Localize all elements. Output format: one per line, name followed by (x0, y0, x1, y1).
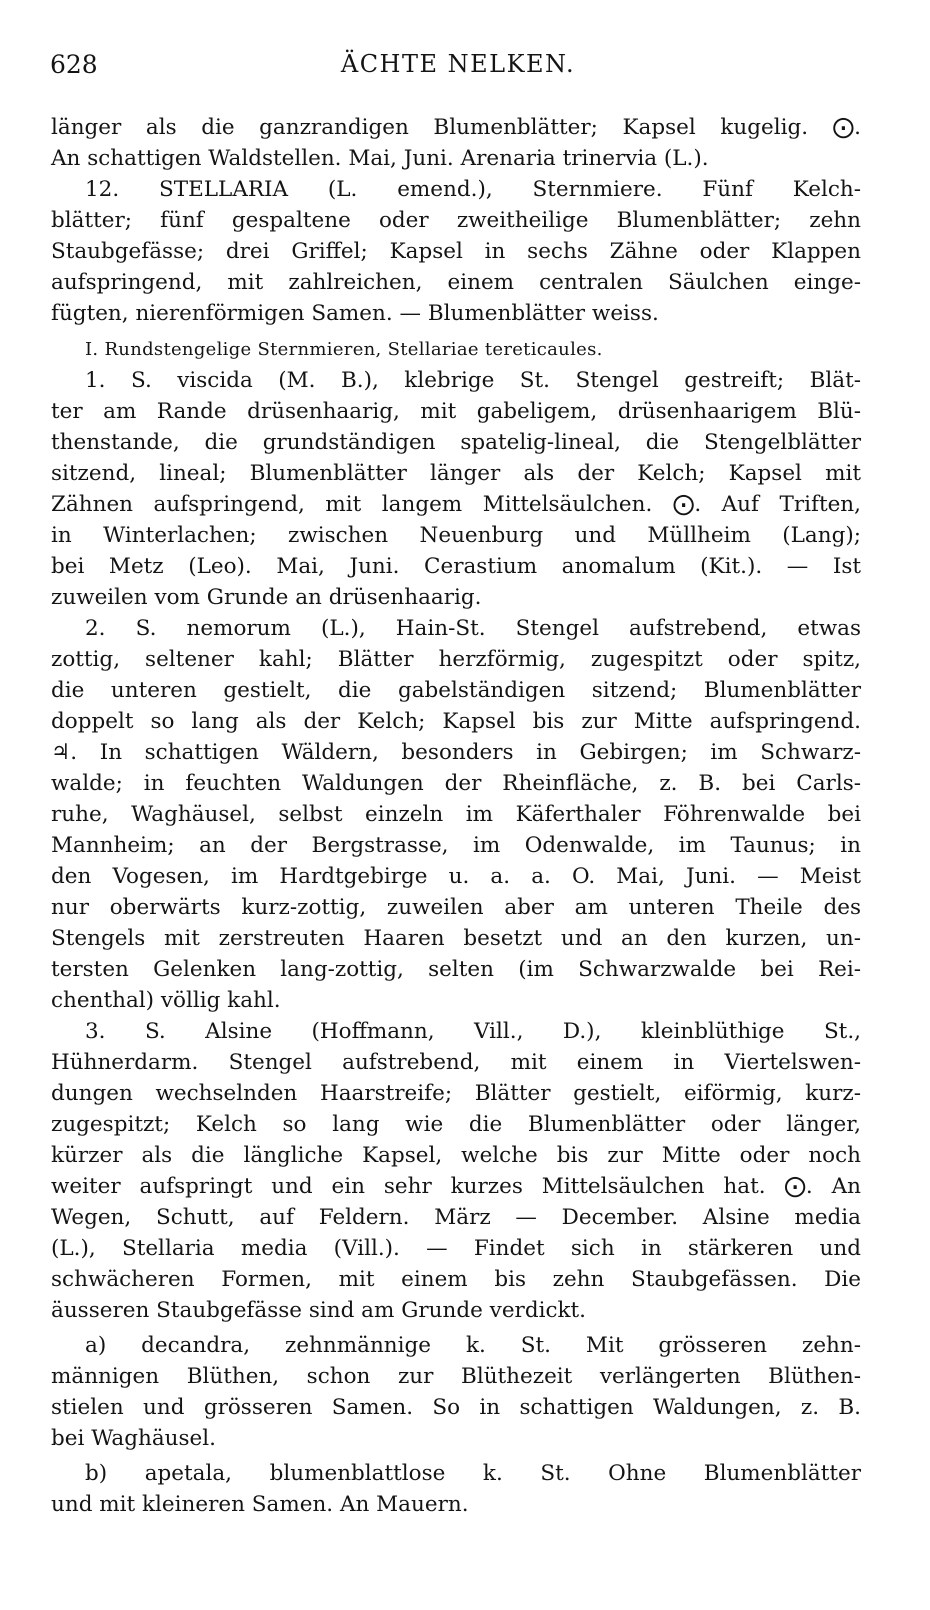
text-line: Zähnen aufspringend, mit langem Mittelsäulchen. ⨀. Auf Triften, (51, 492, 861, 517)
species-heading-line: 3. S. Alsine (Hoffmann, Vill., D.), kleinblüthige St., (85, 1019, 861, 1044)
text-line: den Vogesen, im Hardtgebirge u. a. a. O. Mai, Juni. — Meist (51, 864, 861, 889)
text-line: Mannheim; an der Bergstrasse, im Odenwalde, im Taunus; in (51, 833, 861, 858)
text-line: stielen und grösseren Samen. So in schattigen Waldungen, z. B. (51, 1395, 861, 1420)
text-line: dungen wechselnden Haarstreife; Blätter gestielt, eiförmig, kurz- (51, 1081, 861, 1106)
variety-heading-line: a) decandra, zehnmännige k. St. Mit grösseren zehn- (85, 1333, 861, 1358)
text-line: länger als die ganzrandigen Blumenblätter; Kapsel kugelig. ⨀. (51, 115, 861, 140)
text-line: bei Waghäusel. (51, 1426, 216, 1451)
text-line: Staubgefässe; drei Griffel; Kapsel in sechs Zähne oder Klappen (51, 239, 861, 264)
text-line: schwächeren Formen, mit einem bis zehn Staubgefässen. Die (51, 1267, 861, 1292)
text-line: ruhe, Waghäusel, selbst einzeln im Käferthaler Föhrenwalde bei (51, 802, 861, 827)
text-line: walde; in feuchten Waldungen der Rheinfläche, z. B. bei Carls- (51, 771, 861, 796)
text-line: sitzend, lineal; Blumenblätter länger als der Kelch; Kapsel mit (51, 461, 861, 486)
text-line: aufspringend, mit zahlreichen, einem centralen Säulchen einge- (51, 270, 861, 295)
text-line: An schattigen Waldstellen. Mai, Juni. Arenaria trinervia (L.). (51, 146, 709, 171)
text-line: doppelt so lang als der Kelch; Kapsel bis zur Mitte aufspringend. (51, 709, 861, 734)
running-title: ÄCHTE NELKEN. (340, 50, 576, 78)
text-line: ter am Rande drüsenhaarig, mit gabeligem, drüsenhaarigem Blü- (51, 399, 861, 424)
page-header (50, 50, 866, 86)
text-line: chenthal) völlig kahl. (51, 988, 281, 1013)
genus-heading-line: 12. STELLARIA (L. emend.), Sternmiere. Fünf Kelch- (85, 177, 861, 202)
text-line: die unteren gestielt, die gabelständigen sitzend; Blumenblätter (51, 678, 861, 703)
text-line: weiter aufspringt und ein sehr kurzes Mittelsäulchen hat. ⨀. An (51, 1174, 861, 1199)
text-line: ♃. In schattigen Wäldern, besonders in Gebirgen; im Schwarz- (51, 740, 861, 765)
text-line: zottig, seltener kahl; Blätter herzförmig, zugespitzt oder spitz, (51, 647, 861, 672)
text-line: blätter; fünf gespaltene oder zweitheilige Blumenblätter; zehn (51, 208, 861, 233)
page-body (51, 112, 861, 1520)
text-line: nur oberwärts kurz-zottig, zuweilen aber am unteren Theile des (51, 895, 861, 920)
text-line: bei Metz (Leo). Mai, Juni. Cerastium anomalum (Kit.). — Ist (51, 554, 861, 579)
text-line: fügten, nierenförmigen Samen. — Blumenblätter weiss. (51, 301, 659, 326)
species-heading-line: 1. S. viscida (M. B.), klebrige St. Stengel gestreift; Blät- (85, 368, 861, 393)
text-line: (L.), Stellaria media (Vill.). — Findet sich in stärkeren und (51, 1236, 861, 1261)
text-line: thenstande, die grundständigen spatelig-lineal, die Stengelblätter (51, 430, 861, 455)
text-line: zuweilen vom Grunde an drüsenhaarig. (51, 585, 482, 610)
text-line: Wegen, Schutt, auf Feldern. März — December. Alsine media (51, 1205, 861, 1230)
text-line: in Winterlachen; zwischen Neuenburg und Müllheim (Lang); (51, 523, 861, 548)
text-line: äusseren Staubgefässe sind am Grunde verdickt. (51, 1298, 587, 1323)
text-line: zugespitzt; Kelch so lang wie die Blumenblätter oder länger, (51, 1112, 861, 1137)
text-line: tersten Gelenken lang-zottig, selten (im Schwarzwalde bei Rei- (51, 957, 861, 982)
section-heading: I. Rundstengelige Sternmieren, Stellariae tereticaules. (85, 339, 603, 360)
text-line: Hühnerdarm. Stengel aufstrebend, mit einem in Viertelswen- (51, 1050, 861, 1075)
text-line: und mit kleineren Samen. An Mauern. (51, 1492, 469, 1517)
page-number: 628 (50, 50, 98, 79)
text-line: Stengels mit zerstreuten Haaren besetzt und an den kurzen, un- (51, 926, 861, 951)
text-line: männigen Blüthen, schon zur Blüthezeit verlängerten Blüthen- (51, 1364, 861, 1389)
variety-heading-line: b) apetala, blumenblattlose k. St. Ohne Blumenblätter (85, 1461, 861, 1486)
species-heading-line: 2. S. nemorum (L.), Hain-St. Stengel aufstrebend, etwas (85, 616, 861, 641)
text-line: kürzer als die längliche Kapsel, welche bis zur Mitte oder noch (51, 1143, 861, 1168)
